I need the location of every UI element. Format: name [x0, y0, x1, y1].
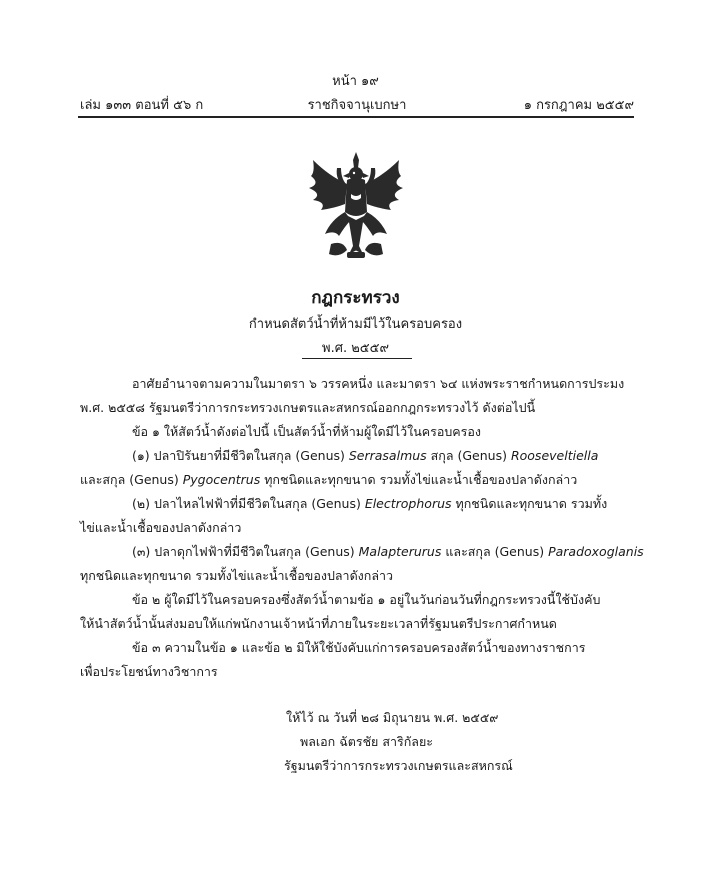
genus-name: Serrasalmus — [348, 448, 427, 463]
clause-2-line-1: ข้อ ๒ ผู้ใดมีไว้ในครอบครองซึ่งสัตว์น้ำตามข้อ ๑ อยู่ในวันก่อนวันที่กฎกระทรวงนี้ใช้บังคับ — [132, 592, 601, 607]
given-date: ให้ไว้ ณ วันที่ ๒๘ มิถุนายน พ.ศ. ๒๕๕๙ — [286, 710, 499, 725]
item-2-line-2: ไข่และน้ำเชื้อของปลาดังกล่าว — [80, 520, 242, 535]
publication-date: ๑ กรกฎาคม ๒๕๕๙ — [523, 98, 634, 113]
item-1-line-2: และสกุล (Genus) Pygocentrus ทุกชนิดและทุกขนาด รวมทั้งไข่และน้ำเชื้อของปลาดังกล่าว — [80, 472, 578, 487]
title-divider — [302, 358, 412, 359]
clause-3-line-1: ข้อ ๓ ความในข้อ ๑ และข้อ ๒ มิให้ใช้บังคับแก่การครอบครองสัตว์น้ำของทางราชการ — [132, 640, 586, 655]
document-title: กฎกระทรวง — [311, 288, 400, 308]
signatory-position: รัฐมนตรีว่าการกระทรวงเกษตรและสหกรณ์ — [284, 758, 513, 773]
item-1-line-1: (๑) ปลาปิรันยาที่มีชีวิตในสกุล (Genus) Serrasalmus สกุล (Genus) Rooseveltiella — [132, 448, 599, 463]
clause-2-line-2: ให้นำสัตว์น้ำนั้นส่งมอบให้แก่พนักงานเจ้าหน้าที่ภายในระยะเวลาที่รัฐมนตรีประกาศกำหนด — [80, 616, 557, 631]
genus-name: Pygocentrus — [182, 472, 261, 487]
signatory-name: พลเอก ฉัตรชัย สาริกัลยะ — [300, 734, 433, 749]
genus-name: Rooseveltiella — [510, 448, 599, 463]
volume-issue: เล่ม ๑๓๓ ตอนที่ ๕๖ ก — [80, 98, 204, 113]
item-3-line-1: (๓) ปลาดุกไฟฟ้าที่มีชีวิตในสกุล (Genus) Malapterurus และสกุล (Genus) Paradoxoglanis — [132, 544, 644, 559]
document-year: พ.ศ. ๒๕๕๙ — [322, 341, 389, 356]
header-divider — [78, 116, 634, 118]
gazette-name: ราชกิจจานุเบกษา — [307, 98, 407, 113]
clause-1: ข้อ ๑ ให้สัตว์น้ำดังต่อไปนี้ เป็นสัตว์น้ำที่ห้ามผู้ใดมีไว้ในครอบครอง — [132, 424, 481, 439]
item-2-line-1: (๒) ปลาไหลไฟฟ้าที่มีชีวิตในสกุล (Genus) Electrophorus ทุกชนิดและทุกขนาด รวมทั้ง — [132, 496, 608, 511]
page-number: หน้า ๑๙ — [332, 74, 379, 89]
clause-3-line-2: เพื่อประโยชน์ทางวิชาการ — [80, 664, 218, 679]
genus-name: Electrophorus — [364, 496, 452, 511]
genus-name: Paradoxoglanis — [548, 544, 644, 559]
preamble-line-2: พ.ศ. ๒๕๕๘ รัฐมนตรีว่าการกระทรวงเกษตรและสหกรณ์ออกกฎกระทรวงไว้ ดังต่อไปนี้ — [80, 400, 536, 415]
genus-name: Malapterurus — [358, 544, 442, 559]
document-subtitle: กำหนดสัตว์น้ำที่ห้ามมีไว้ในครอบครอง — [248, 317, 463, 332]
garuda-emblem-icon — [301, 150, 411, 262]
item-3-line-2: ทุกชนิดและทุกขนาด รวมทั้งไข่และน้ำเชื้อของปลาดังกล่าว — [80, 568, 394, 583]
preamble-line-1: อาศัยอำนาจตามความในมาตรา ๖ วรรคหนึ่ง และมาตรา ๖๔ แห่งพระราชกำหนดการประมง — [132, 376, 625, 391]
